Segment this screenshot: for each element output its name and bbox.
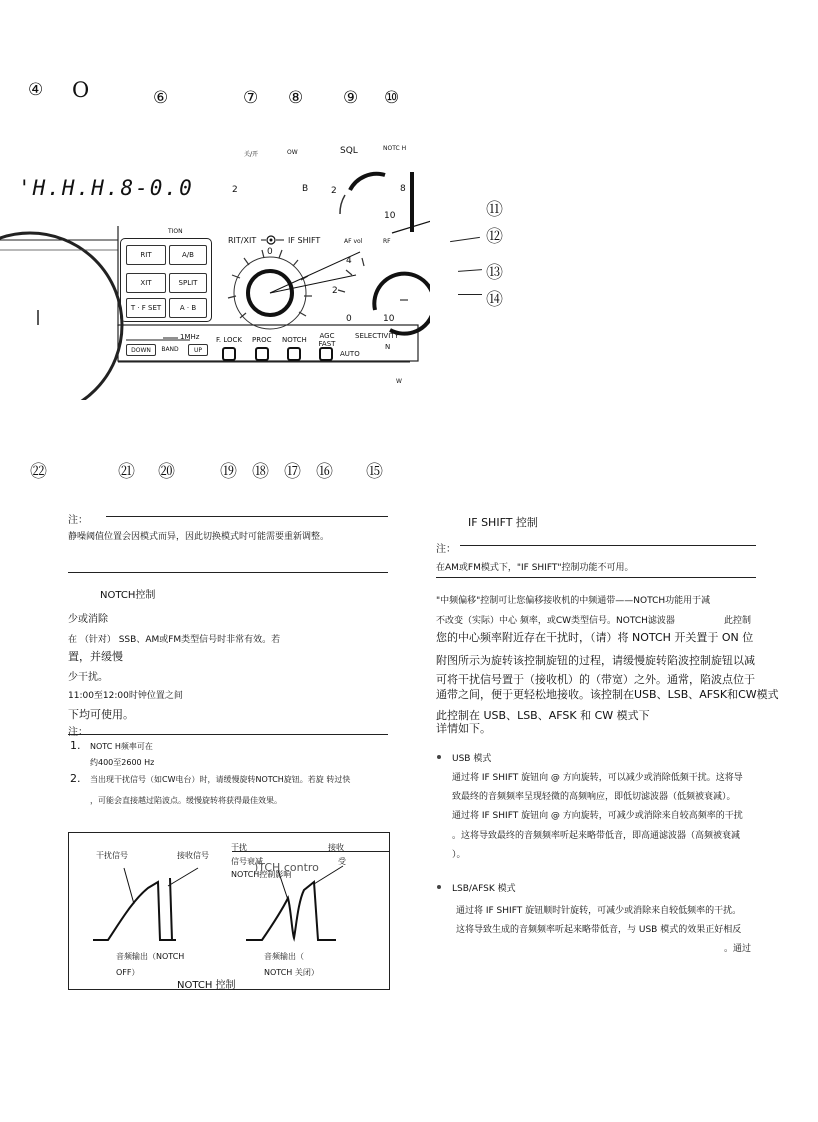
notch-line: 置，并缓慢: [68, 650, 123, 663]
note2-rule: [68, 734, 388, 735]
usb-line: 致最终的音频频率呈现轻微的高频响应，即低切滤波器（低频被衰减）。: [452, 792, 736, 802]
selectivity-label: SELECTIVITY: [355, 332, 399, 340]
notch-line: 11:00至12:00时钟位置之间: [68, 691, 183, 701]
section-rule-right: [436, 577, 756, 578]
dial-mark: 2: [332, 286, 338, 296]
if-shift-para: 通带之间，便于更轻松地接收。该控制在USB、LSB、AFSK和CW模式: [436, 688, 779, 701]
fig-interfering-label: 干扰信号: [96, 851, 128, 860]
if-shift-para: 可将干扰信号置于（接收机）的（带宽）之外。通常，陷波点位于: [436, 673, 755, 686]
callout-o: O: [72, 78, 90, 102]
band-up-button[interactable]: UP: [188, 344, 208, 356]
fig-out-on-label: 音频输出（: [264, 952, 304, 961]
fig-signal-reduced-label: 信号衰减: [231, 857, 263, 866]
if-shift-para: "中频偏移"控制可让您偏移接收机的中频通带——NOTCH功能用于减: [436, 596, 711, 606]
auto-label: AUTO: [340, 350, 360, 358]
usb-line: 。这将导致最终的音频频率听起来略带低音，即高通滤波器（高频被衰减: [452, 831, 741, 841]
fig-received-label: 接收信号: [177, 851, 209, 860]
note-rule: [106, 516, 388, 517]
notch-title: NOTCH控制: [100, 590, 156, 601]
usb-line: ）。: [452, 850, 466, 860]
split-button[interactable]: SPLIT: [169, 273, 207, 293]
note-text-right: 在AM或FM模式下，"IF SHIFT"控制功能不可用。: [436, 563, 634, 573]
dial-mark: 10: [383, 314, 395, 324]
callout-11: ⑪: [486, 200, 503, 220]
label-sql: SQL: [340, 146, 358, 156]
label-af-vol: AF vol: [344, 238, 363, 245]
radio-panel-drawing: [0, 130, 430, 400]
tf-set-button[interactable]: T · F SET: [126, 298, 166, 318]
if-shift-para: 此控制: [724, 616, 752, 626]
item-number: 1.: [70, 739, 81, 752]
leader-line: [458, 269, 482, 272]
notch-line: 下均可使用。: [68, 708, 134, 721]
if-shift-para: 详情如下。: [436, 722, 491, 735]
section-rule: [68, 572, 388, 573]
callout-13: ⑬: [486, 263, 503, 283]
if-shift-heading: IF SHIFT 控制: [468, 516, 538, 529]
fig-out-off-label: OFF）: [116, 968, 140, 977]
callout-20: ⑳: [158, 462, 175, 482]
fig-interference2-label: 干扰: [231, 843, 247, 852]
fig-notch-effect-label: NOTCH控制影响: [231, 870, 292, 879]
label-w: W: [396, 378, 402, 385]
item-number: 2.: [70, 772, 81, 785]
dial-mark: 0: [346, 314, 352, 324]
lsb-line: 。通过: [724, 944, 752, 954]
ab-swap-button[interactable]: A/B: [169, 245, 207, 265]
lsb-mode-title: LSB/AFSK 模式: [452, 884, 516, 894]
if-shift-para: 您的中心频率附近存在干扰时，（请）将 NOTCH 开关置于 ON 位: [436, 631, 754, 644]
notch-switch-label: NOTCH: [282, 336, 307, 344]
label-tion: TION: [168, 228, 183, 235]
callout-17: ⑰: [284, 462, 301, 482]
callout-7: ⑦: [243, 88, 259, 108]
dial-mark: 0: [267, 247, 273, 257]
agc-fast-label: AGC FAST: [318, 332, 336, 348]
fig-ghost-text: )TCH contro: [254, 861, 319, 874]
item-line: ，可能会直接越过陷波点。缓慢旋转将获得最佳效果。: [90, 796, 282, 805]
notch-line: 在 （针对） SSB、AM或FM类型信号时非常有效。若: [68, 635, 281, 645]
a-equals-b-button[interactable]: A · B: [169, 298, 207, 318]
item-line: 约400至2600 Hz: [90, 758, 155, 767]
notch-line: 少或消除: [68, 614, 108, 625]
proc-label: PROC: [252, 336, 272, 344]
callout-16: ⑯: [316, 462, 333, 482]
band-label: BAND: [156, 344, 184, 354]
fig-out-on-label: NOTCH 关闭）: [264, 968, 319, 977]
label-notch-top: NOTC H: [383, 145, 407, 152]
usb-line: 通过将 IF SHIFT 旋钮向 @ 方向旋转，可以减少或消除低频干扰。这将导: [452, 773, 743, 783]
note2-label: 注：: [68, 727, 88, 738]
band-down-button[interactable]: DOWN: [126, 344, 156, 356]
dial-mark: 10: [384, 211, 396, 221]
leader-line: [450, 237, 480, 242]
usb-line: 通过将 IF SHIFT 旋钮向 @ 方向旋转，可减少或消除来自较高频率的干扰: [452, 811, 743, 821]
xit-button[interactable]: XIT: [126, 273, 166, 293]
dial-mark: 2: [331, 186, 337, 196]
bullet: [437, 885, 441, 889]
fig-receive2-label: 接收: [328, 843, 344, 852]
item-line: 当出现干扰信号（如CW电台）时，请缓慢旋转NOTCH旋钮。若旋 转过快: [90, 775, 351, 784]
callout-14: ⑭: [486, 290, 503, 310]
n-label: N: [385, 343, 391, 351]
dial-mark: 4: [346, 256, 352, 266]
bullet: [437, 755, 441, 759]
dial-mark: 8: [400, 184, 406, 194]
note-label: 注：: [68, 515, 88, 526]
leader-line: [458, 294, 482, 295]
callout-21: ㉑: [118, 462, 135, 482]
callout-10: ⑩: [384, 88, 400, 108]
label-rit-xit: RIT/XIT: [228, 236, 257, 245]
item-line: NOTC H频率可在: [90, 742, 153, 751]
usb-mode-title: USB 模式: [452, 754, 492, 764]
if-shift-para: 附图所示为旋转该控制旋钮的过程，请缓慢旋转陷波控制旋钮以减: [436, 654, 755, 667]
callout-9: ⑨: [343, 88, 359, 108]
callout-6: ⑥: [153, 88, 169, 108]
lsb-line: 这将导致生成的音频频率听起来略带低音，与 USB 模式的效果正好相反: [456, 925, 742, 935]
note-text: 静噪阈值位置会因模式而异，因此切换模式时可能需要重新调整。: [68, 532, 330, 542]
label-ow: OW: [287, 149, 298, 156]
fig-caption: NOTCH 控制: [177, 980, 236, 991]
mhz-label: 1MHz: [180, 333, 200, 341]
notch-line: 少干扰。: [68, 672, 108, 683]
lsb-line: 通过将 IF SHIFT 旋钮顺时针旋转，可减少或消除来自较低频率的干扰。: [456, 906, 742, 916]
callout-4: ④: [28, 80, 44, 100]
label-2: 2: [232, 185, 238, 195]
label-rf: RF: [383, 238, 391, 245]
callout-8: ⑧: [288, 88, 304, 108]
label-b: B: [302, 184, 309, 194]
label-if-shift: IF SHIFT: [288, 236, 321, 245]
callout-19: ⑲: [220, 462, 237, 482]
fig-out-off-label: 音频输出（NOTCH: [116, 952, 185, 961]
flock-label: F. LOCK: [216, 336, 242, 344]
if-shift-para: 不改变（实际）中心 频率，或CW类型信号。NOTCH滤波器: [436, 616, 675, 626]
callout-18: ⑱: [252, 462, 269, 482]
fig-receive3-label: 受: [338, 857, 346, 866]
label-guan-kai: 关/开: [244, 151, 259, 158]
if-shift-para: 此控制在 USB、LSB、AFSK 和 CW 模式下: [436, 709, 650, 722]
callout-15: ⑮: [366, 462, 383, 482]
frequency-display: 'H.H.H.8-0.0: [18, 176, 194, 200]
callout-22: ㉒: [30, 462, 47, 482]
callout-12: ⑫: [486, 227, 503, 247]
note-rule-right: [460, 545, 756, 546]
rit-button[interactable]: RIT: [126, 245, 166, 265]
note-label-right: 注：: [436, 544, 456, 555]
